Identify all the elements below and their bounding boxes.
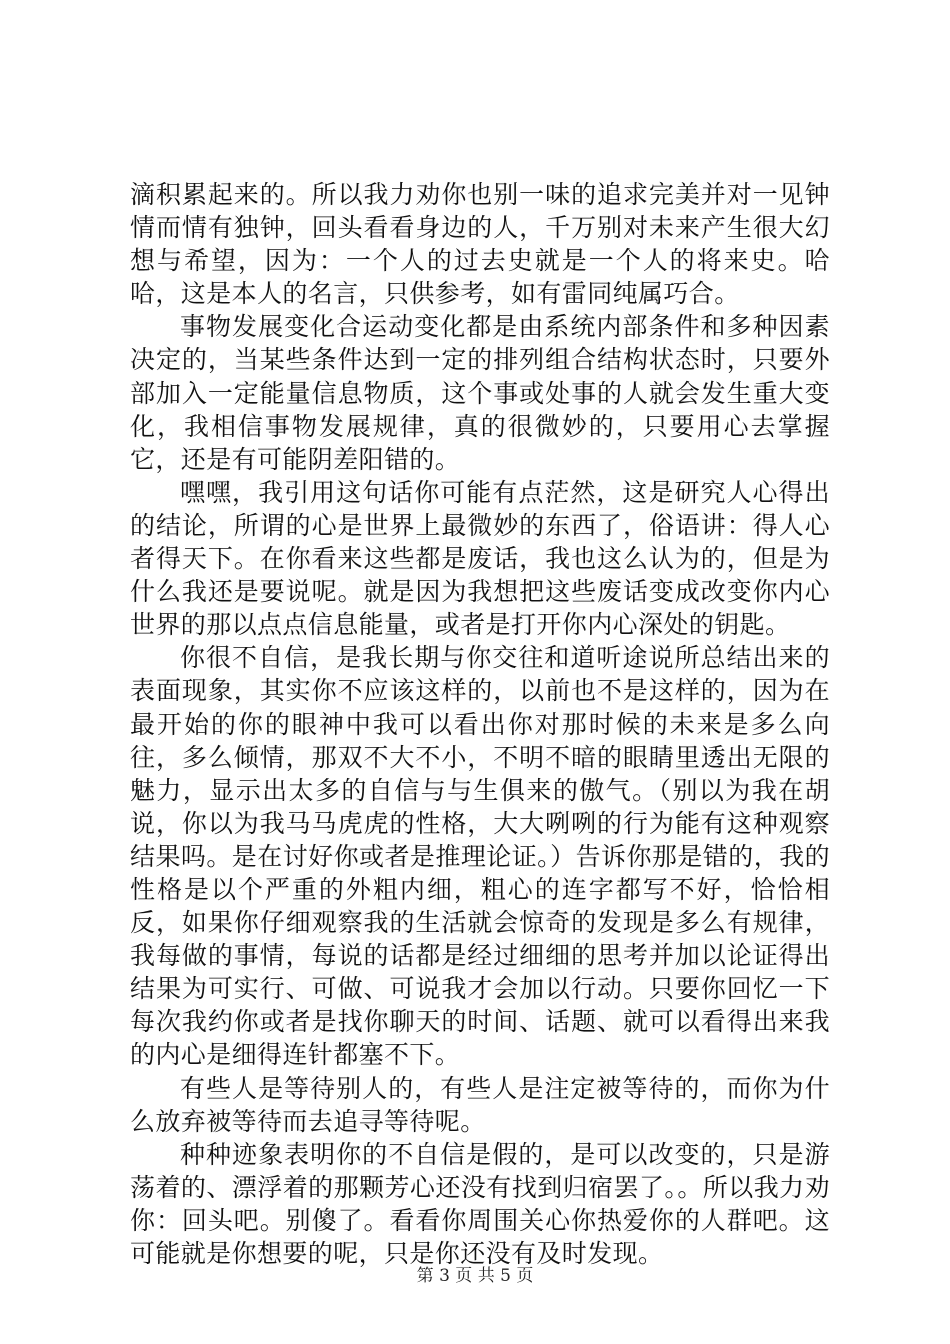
- paragraph-4: 你很不自信，是我长期与你交往和道听途说所总结出来的表面现象，其实你不应该这样的，以前也不是这样的，因为在最开始的你的眼神中我可以看出你对那时候的未来是多么向往，多么倾情，那双不大不小，不明不暗的眼睛里透出无限的魅力，显示出太多的自信与与生俱来的傲气。（别以为我在胡说，你以为我马马虎虎的性格，大大咧咧的行为能有这种观察结果吗。是在讨好你或者是推理论证。）告诉你那是错的，我的性格是以个严重的外粗内细，粗心的连字都写不好，恰恰相反，如果你仔细观察我的生活就会惊奇的发现是多么有规律，我每做的事情，每说的话都是经过细细的思考并加以论证得出结果为可实行、可做、可说我才会加以行动。只要你回忆一下每次我约你或者是找你聊天的时间、话题、就可以看得出来我的内心是细得连针都塞不下。: [130, 643, 830, 1070]
- paragraph-3: 嘿嘿，我引用这句话你可能有点茫然，这是研究人心得出的结论，所谓的心是世界上最微妙的东西了，俗语讲：得人心者得天下。在你看来这些都是废话，我也这么认为的，但是为什么我还是要说呢。就是因为我想把这些废话变成改变你内心世界的那以点点信息能量，或者是打开你内心深处的钥匙。: [130, 477, 830, 640]
- paragraph-6: 种种迹象表明你的不自信是假的，是可以改变的，只是游荡着的、漂浮着的那颗芳心还没有找到归宿罢了。。所以我力劝你：回头吧。别傻了。看看你周围关心你热爱你的人群吧。这可能就是你想要的呢，只是你还没有及时发现。: [130, 1139, 830, 1268]
- paragraph-1: 滴积累起来的。所以我力劝你也别一味的追求完美并对一见钟情而情有独钟，回头看看身边的人，千万别对未来产生很大幻想与希望，因为：一个人的过去史就是一个人的将来史。哈哈，这是本人的名言，只供参考，如有雷同纯属巧合。: [130, 180, 830, 309]
- page-number-footer: 第 3 页 共 5 页: [416, 1266, 534, 1286]
- paragraph-2: 事物发展变化合运动变化都是由系统内部条件和多种因素决定的，当某些条件达到一定的排列组合结构状态时，只要外部加入一定能量信息物质，这个事或处事的人就会发生重大变化，我相信事物发展规律，真的很微妙的，只要用心去掌握它，还是有可能阴差阳错的。: [130, 312, 830, 474]
- paragraph-5: 有些人是等待别人的，有些人是注定被等待的，而你为什么放弃被等待而去追寻等待呢。: [130, 1073, 830, 1136]
- document-body: [130, 178, 830, 1270]
